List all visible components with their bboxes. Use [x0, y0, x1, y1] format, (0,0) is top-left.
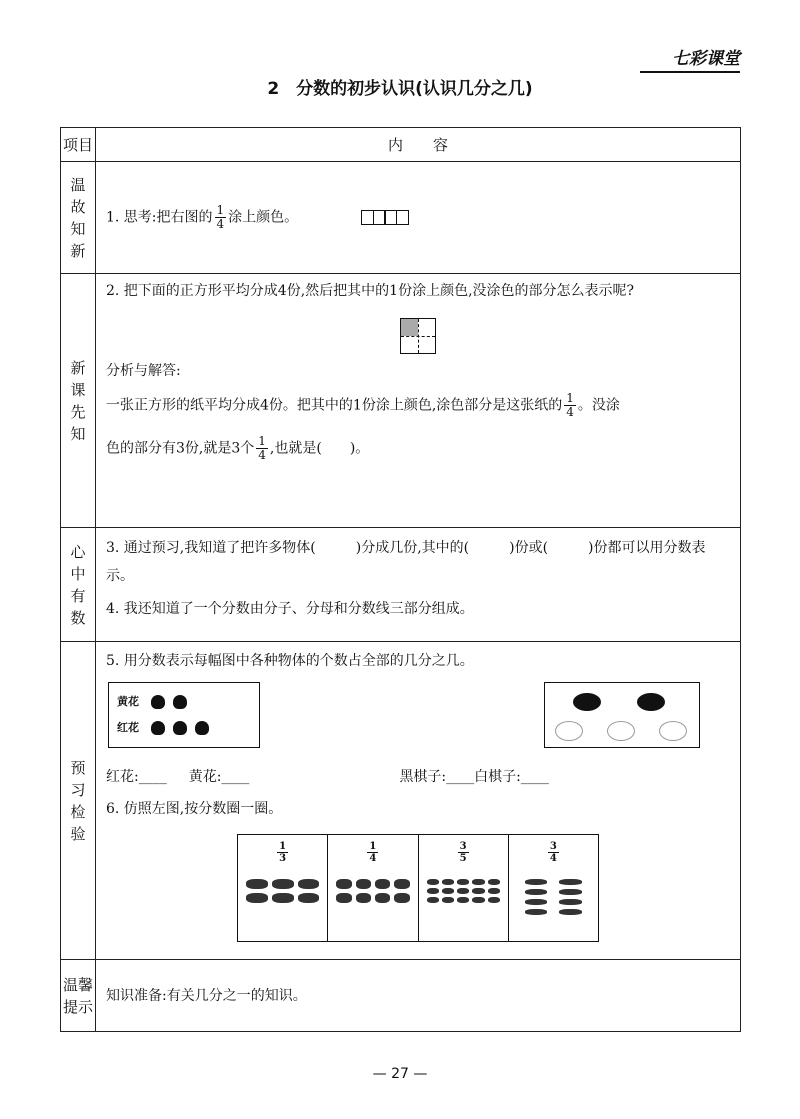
black-piece-icon — [573, 693, 601, 711]
analysis-line-1: 一张正方形的纸平均分成4份。把其中的1份涂上颜色,涂色部分是这张纸的 $\frac{1}{4}$ 。没涂 — [106, 391, 620, 419]
fraction: $\frac{1}{4}$ — [216, 203, 225, 231]
question-3: 3. 通过预习,我知道了把许多物体( )分成几份,其中的( )份或( )份都可以用分数表示。 — [106, 540, 706, 584]
flower-icon — [195, 721, 209, 735]
white-piece-icon — [659, 721, 687, 741]
section-label: 心中有数 — [61, 528, 96, 642]
section-preview — [61, 274, 741, 528]
red-flower-label: 红花 — [117, 721, 139, 734]
frac-cell: $\frac{1}{3}$ — [238, 835, 328, 941]
section-label: 新课先知 — [61, 274, 96, 528]
section-label: 温馨提示 — [61, 960, 96, 1032]
flower-icon — [173, 695, 187, 709]
section-label: 温故知新 — [61, 162, 96, 274]
chess-picture — [544, 682, 700, 748]
header-col-content: 内 容 — [96, 128, 741, 162]
page-number: — 27 — — [372, 1066, 428, 1082]
white-piece-icon — [607, 721, 635, 741]
analysis-heading: 分析与解答: — [106, 363, 181, 379]
answer-yellow[interactable]: 黄花:____ — [188, 769, 250, 785]
analysis-line-2: 色的部分有3份,就是3个 $\frac{1}{4}$ ,也就是( )。 — [106, 434, 370, 462]
fraction: $\frac{1}{4}$ — [566, 391, 574, 419]
fraction-circle-figure — [237, 834, 599, 942]
yellow-flower-label: 黄花 — [117, 695, 139, 708]
content-table — [60, 127, 741, 1032]
white-piece-icon — [555, 721, 583, 741]
flower-icon — [151, 721, 165, 735]
tip-text: 知识准备:有关几分之一的知识。 — [106, 987, 307, 1004]
section-review — [61, 162, 741, 274]
question-1: 1. 思考:把右图的 $\frac{1}{4}$ 涂上颜色。 — [96, 204, 740, 231]
header-col-item: 项目 — [61, 128, 96, 162]
four-boxes-figure — [363, 210, 409, 225]
answer-black[interactable]: 黑棋子:____ — [399, 769, 475, 785]
fraction: $\frac{1}{4}$ — [258, 434, 266, 462]
section-label: 预习检验 — [61, 642, 96, 960]
brand-logo: 七彩课堂 — [640, 44, 740, 73]
black-piece-icon — [637, 693, 665, 711]
q5-answers — [96, 766, 740, 786]
section-check — [61, 642, 741, 960]
square-figure — [400, 318, 436, 354]
flower-icon — [151, 695, 165, 709]
frac-cell: $\frac{3}{5}$ — [419, 835, 509, 941]
q5-pictures — [96, 682, 740, 748]
page-title: 2 分数的初步认识(认识几分之几) — [267, 79, 533, 99]
question-6: 6. 仿照左图,按分数圈一圈。 — [106, 801, 283, 817]
flower-icon — [173, 721, 187, 735]
question-4: 4. 我还知道了一个分数由分子、分母和分数线三部分组成。 — [106, 601, 474, 617]
header-row — [61, 128, 741, 162]
section-mind — [61, 528, 741, 642]
answer-white[interactable]: 白棋子:____ — [474, 769, 549, 785]
question-2: 2. 把下面的正方形平均分成4份,然后把其中的1份涂上颜色,没涂色的部分怎么表示呢? — [106, 283, 635, 299]
question-5: 5. 用分数表示每幅图中各种物体的个数占全部的几分之几。 — [106, 653, 474, 669]
flower-picture — [108, 682, 260, 748]
section-tips — [61, 960, 741, 1032]
answer-red[interactable]: 红花:____ — [106, 769, 167, 785]
frac-cell: $\frac{3}{4}$ — [509, 835, 598, 941]
frac-cell: $\frac{1}{4}$ — [328, 835, 418, 941]
